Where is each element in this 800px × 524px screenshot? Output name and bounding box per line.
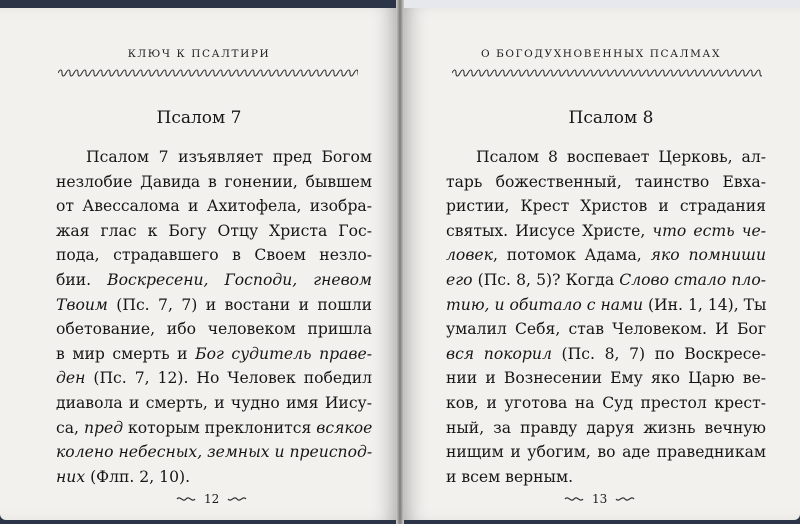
- text-line: [56, 219, 372, 244]
- text-run: (Пс. 8, 7) по Воскресе-: [551, 344, 766, 363]
- text-line: [446, 342, 766, 367]
- italic-quote: тию, и обитало с нами: [446, 295, 644, 314]
- folio-ornament-icon: [564, 495, 584, 503]
- text-run: (Пс. 7, 7) и востани и пошли: [107, 295, 372, 314]
- text-run: нии и Вознесении Ему яко Царю ве-: [446, 369, 766, 388]
- text-run: тарь божественный, таинство Евха-: [446, 172, 766, 191]
- text-line: [56, 170, 372, 195]
- italic-quote: колено небесных, земных и преиспод-: [56, 443, 373, 462]
- top-edge: [402, 0, 800, 8]
- psalm-title-right: Псалом 8: [568, 108, 654, 128]
- text-run: , потомок Адама,: [492, 246, 651, 265]
- text-run: жая глас к Богу Отцу Христа Гос-: [56, 221, 372, 240]
- italic-quote: ден: [56, 369, 86, 388]
- text-run: диавола и смерть, и чудно имя Иису-: [56, 393, 372, 412]
- text-line: [446, 293, 766, 318]
- text-line: [446, 416, 766, 441]
- text-line: [56, 243, 372, 268]
- left-page: [0, 8, 398, 520]
- text-run: (Ин. 1, 14), Ты: [643, 295, 767, 314]
- italic-quote: его: [446, 270, 473, 289]
- text-run: ков, и уготова на Суд престол крест-: [446, 393, 766, 412]
- text-line: [446, 243, 766, 268]
- italic-quote: всякое: [316, 418, 373, 437]
- text-line: [56, 317, 372, 342]
- page-number-left-block: [176, 492, 247, 506]
- folio-ornament-icon: [227, 495, 247, 503]
- text-run: нищим и убогим, во аде праведникам: [446, 443, 766, 462]
- text-run: святых. Иисусе Христе,: [446, 221, 653, 240]
- text-line: [56, 342, 372, 367]
- text-run: незлобие Давида в гонении, бывшем: [56, 172, 372, 191]
- italic-quote: яко помниши: [650, 246, 766, 265]
- text-run: ный, за правду даруя жизнь вечную: [446, 418, 766, 437]
- text-run: (Пс. 7, 12). Но Человек победил: [85, 369, 372, 388]
- text-line: [446, 391, 766, 416]
- text-run: Псалом 8 воспевает Церковь, ал-: [476, 148, 766, 166]
- ornament-wave-right: [452, 70, 762, 76]
- italic-quote: Бог судитель праве-: [195, 344, 372, 363]
- text-run: от Авессалома и Ахитофела, изобра-: [56, 197, 372, 216]
- italic-quote: Воскресени, Господи, гневом: [107, 270, 372, 289]
- book-gutter: [396, 0, 404, 524]
- text-line: [446, 317, 766, 342]
- text-line: [56, 465, 372, 490]
- text-run: умалил Себя, став Человеком. И Бог: [446, 320, 766, 339]
- page-number-left: 12: [204, 492, 220, 506]
- italic-quote: них: [56, 467, 86, 486]
- italic-quote: ловек: [446, 246, 493, 265]
- text-line: [446, 465, 766, 490]
- text-run: пода, страдавшего в Своем незло-: [56, 246, 372, 265]
- running-head-right: О БОГОДУХНОВЕННЫХ ПСАЛМАХ: [480, 48, 722, 60]
- italic-quote: пред: [83, 418, 124, 437]
- italic-quote: Слово стало пло-: [619, 270, 766, 289]
- text-run: (Пс. 8, 5)? Когда: [472, 270, 620, 289]
- body-text-right: [446, 145, 766, 489]
- page-number-right-block: [564, 492, 635, 506]
- italic-quote: вся покорил: [446, 344, 552, 363]
- text-line: [56, 194, 372, 219]
- running-head-left: КЛЮЧ К ПСАЛТИРИ: [127, 48, 271, 60]
- text-run: и всем верным.: [446, 467, 574, 486]
- ornament-rule-right: [452, 68, 762, 78]
- text-line: [56, 366, 372, 391]
- text-run: обетование, ибо человеком пришла: [56, 320, 372, 339]
- italic-quote: что есть че-: [652, 221, 766, 240]
- text-line: [56, 440, 372, 465]
- folio-ornament-icon: [176, 495, 196, 503]
- text-line: [56, 391, 372, 416]
- right-page: [402, 8, 800, 520]
- text-run: са,: [56, 418, 84, 437]
- text-line: [446, 219, 766, 244]
- text-line: [446, 440, 766, 465]
- ornament-wave-left: [58, 70, 358, 76]
- text-line: [446, 194, 766, 219]
- text-line: [56, 268, 372, 293]
- text-run: бии.: [56, 270, 108, 289]
- text-run: в мир смерть и: [56, 344, 196, 363]
- text-line: [446, 170, 766, 195]
- folio-ornament-icon: [615, 495, 635, 503]
- page-number-right: 13: [592, 492, 608, 506]
- text-line: [56, 416, 372, 441]
- text-line: [56, 293, 372, 318]
- text-run: (Флп. 2, 10).: [85, 467, 191, 486]
- ornament-rule-left: [58, 68, 358, 78]
- body-text-left: [56, 145, 372, 489]
- text-run: ристии, Крест Христов и страдания: [446, 197, 766, 216]
- psalm-title-left: Псалом 7: [156, 108, 242, 128]
- text-line: [446, 268, 766, 293]
- text-line: [446, 366, 766, 391]
- text-line: [56, 145, 372, 170]
- text-run: Псалом 7 изъявляет пред Богом: [86, 148, 372, 166]
- text-line: [446, 145, 766, 170]
- text-run: которым преклонится: [123, 418, 317, 437]
- italic-quote: Твоим: [56, 295, 108, 314]
